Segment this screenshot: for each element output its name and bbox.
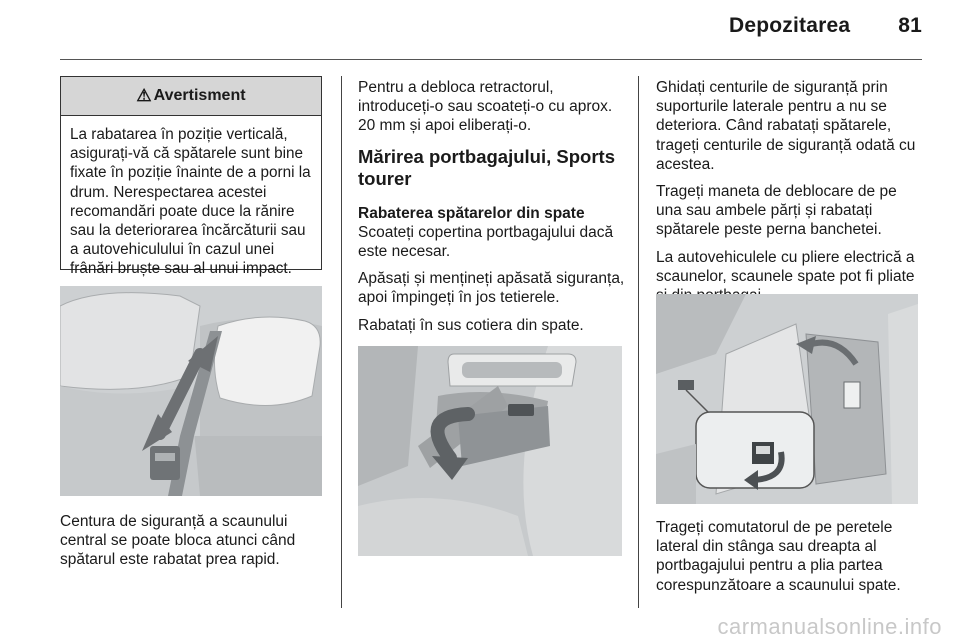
header-divider — [60, 59, 922, 60]
step-press-lock: Apăsați și mențineți apăsată siguranța, apoi împingeți în jos tetierele. — [358, 270, 625, 307]
retractor-text: Pentru a debloca retractorul, introduceți-o sau scoateți-o cu aprox. 20 mm și apoi eliberați-o. — [358, 79, 613, 135]
subsection-heading: Rabaterea spătarelor din spate — [358, 204, 585, 222]
electric-fold-text: La autovehiculele cu pliere electrică a scaunelor, scaunele spate pot fi pliate — [656, 248, 915, 285]
page-number: 81 — [898, 14, 922, 37]
switch-text: Trageți comutatorul de pe peretele lateral din stânga sau dreapta al portbagajului pentru a plia partea corespunzătoare a scaunului spate. — [656, 519, 901, 594]
step-fold-armrest: Rabatați în sus cotiera din spate. — [358, 316, 584, 334]
page-header — [0, 14, 922, 38]
pull-lever-text: Trageți maneta de deblocare de pe una sau ambele părți și rabatați spătarele peste perna banchetei. — [656, 183, 897, 239]
right-column — [656, 78, 926, 313]
warning-box — [60, 76, 322, 278]
watermark: carmanualsonline.info — [717, 614, 942, 639]
section-heading: Mărirea portbagajului, Sports tourer — [358, 145, 615, 189]
headrest-lock-illustration — [358, 346, 622, 556]
figure-caption: Centura de siguranță a scaunului central se poate bloca atunci când spătarul este rabatat prea rapid. — [60, 513, 296, 569]
figure-headrest-lock — [358, 346, 622, 556]
column-divider-1 — [341, 76, 342, 608]
warning-triangle-icon: ⚠ — [136, 86, 152, 105]
center-belt-illustration — [60, 286, 322, 496]
figure-trunk-switch — [656, 294, 918, 504]
warning-title: Avertisment — [153, 87, 246, 104]
chapter-title: Depozitarea — [728, 14, 851, 37]
guide-belts-text: Ghidați centurile de siguranță prin suporturile laterale pentru a nu se deteriora. Când rabatați spătarele, trageți centurile de siguranță odată cu acestea. — [656, 79, 916, 173]
middle-column — [358, 78, 628, 343]
figure-center-belt — [60, 286, 322, 496]
warning-header — [61, 77, 321, 116]
step-remove-cover: Scoateți copertina portbagajului dacă este necesar. — [358, 223, 614, 261]
trunk-switch-illustration — [656, 294, 918, 504]
warning-text: La rabatarea în poziție verticală, asigurați-vă că spătarele sunt bine fixate în poziție înainte de a porni la drum. Nerespectarea acestei recomandări poate duce la rănire sau la deteriorarea încărcăturii sau a autovehiculului în cazul unei frânări bruște sau al unui impact. — [70, 126, 311, 278]
column-divider-2 — [638, 76, 639, 608]
